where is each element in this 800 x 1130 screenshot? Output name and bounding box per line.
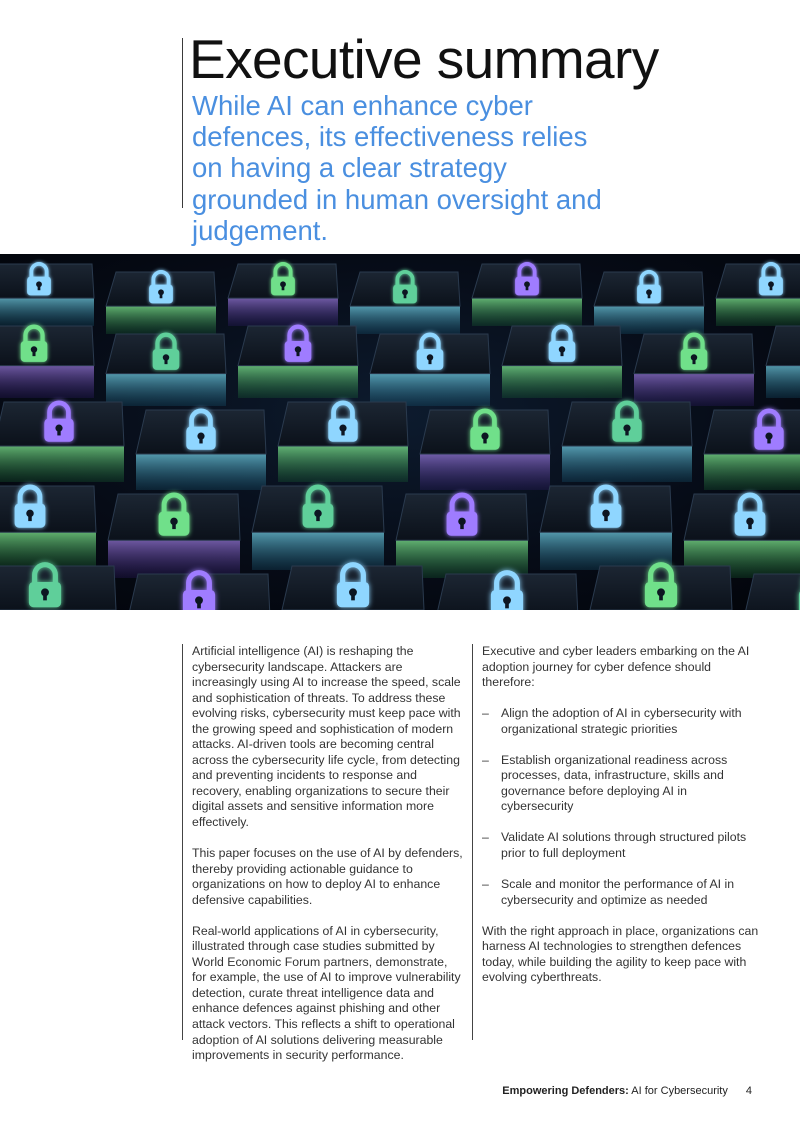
footer-report-title: AI for Cybersecurity — [628, 1085, 728, 1097]
padlock-tile — [0, 486, 96, 570]
footer-report-title-bold: Empowering Defenders: — [502, 1085, 629, 1097]
padlock-tile — [0, 326, 94, 398]
dash-bullet: – — [482, 830, 489, 845]
padlock-tile — [420, 410, 550, 490]
list-item — [482, 706, 762, 737]
padlock-tile — [106, 334, 226, 406]
padlock-tile — [590, 565, 732, 610]
padlock-tile — [634, 334, 754, 406]
padlock-tile — [136, 410, 266, 490]
dash-bullet: – — [482, 706, 489, 721]
closing-paragraph: With the right approach in place, organizations can harness AI technologies to strengthen defences today, while building the agility to keep pace with evolving cyberthreats. — [482, 923, 759, 985]
list-item-text: Validate AI solutions through structured pilots prior to full deployment — [501, 830, 747, 860]
list-item-text: Align the adoption of AI in cybersecurity with organizational strategic priorities — [501, 706, 742, 736]
padlock-tile — [594, 272, 704, 334]
padlock-tile — [436, 573, 578, 610]
padlock-tile — [0, 402, 124, 482]
intro-paragraph: Artificial intelligence (AI) is reshaping the cybersecurity landscape. Attackers are increasingly using AI to increase the speed, scale and sophistication of threats. To address these evolving risks, cybersecurity must keep pace with the growing speed and sophistication of modern attacks. AI-driven tools are becoming central across the cybersecurity life cycle, from detecting and preventing incidents to response and recovery, enabling organizations to secure their digital assets and sensitive information more effectively. — [192, 644, 461, 830]
padlock-tile — [502, 326, 622, 398]
padlock-tile — [684, 494, 800, 578]
padlock-tile — [350, 272, 460, 334]
padlock-tile — [106, 272, 216, 334]
padlock-tile — [252, 486, 384, 570]
right-column — [482, 644, 762, 1001]
padlock-tile — [396, 494, 528, 578]
recommendations-list — [482, 706, 762, 908]
padlock-tile — [370, 334, 490, 406]
list-item — [482, 830, 762, 861]
padlock-tile — [0, 264, 94, 326]
padlock-tile — [540, 486, 672, 570]
left-column — [192, 644, 464, 1079]
list-item-text: Establish organizational readiness across processes, data, infrastructure, skills and governance before deploying AI in cybersecurity — [501, 752, 728, 814]
padlock-tile — [0, 565, 116, 610]
page-subtitle: While AI can enhance cyber defences, its effectiveness relies on having a clear strategy grounded in human oversight and judgement. — [192, 90, 602, 246]
padlock-tile — [128, 573, 270, 610]
padlock-tile — [472, 264, 582, 326]
page-footer — [502, 1085, 752, 1097]
header-accent-rule — [182, 38, 183, 208]
recommendations-intro: Executive and cyber leaders embarking on the AI adoption journey for cyber defence should therefore: — [482, 644, 750, 690]
padlock-tile — [716, 264, 800, 326]
list-item-text: Scale and monitor the performance of AI in cybersecurity and optimize as needed — [501, 877, 735, 907]
right-column-rule — [472, 644, 473, 1040]
padlock-tile — [562, 402, 692, 482]
page-title: Executive summary — [189, 28, 659, 90]
list-item — [482, 877, 762, 908]
padlock-tile — [238, 326, 358, 398]
padlock-tile — [108, 494, 240, 578]
case-studies-paragraph: Real-world applications of AI in cybersecurity, illustrated through case studies submitted by World Economic Forum partners, demonstrate, for example, the use of AI to improve vulnerability detection, curate threat intelligence data and enhance defences against phishing and other attack vectors. This reflects a shift to operational adoption of AI solutions delivering measurable improvements in security performance. — [192, 923, 461, 1063]
hero-image-padlock-grid — [0, 254, 800, 610]
padlock-tile — [278, 402, 408, 482]
dash-bullet: – — [482, 877, 489, 892]
list-item — [482, 753, 762, 815]
dash-bullet: – — [482, 752, 489, 767]
focus-paragraph: This paper focuses on the use of AI by defenders, thereby providing actionable guidance to organizations on how to deploy AI to enhance defensive capabilities. — [192, 846, 463, 907]
left-column-rule — [182, 644, 183, 1040]
padlock-tile — [282, 565, 424, 610]
padlock-tile — [704, 410, 800, 490]
padlock-tile — [228, 264, 338, 326]
page-number: 4 — [745, 1085, 752, 1097]
